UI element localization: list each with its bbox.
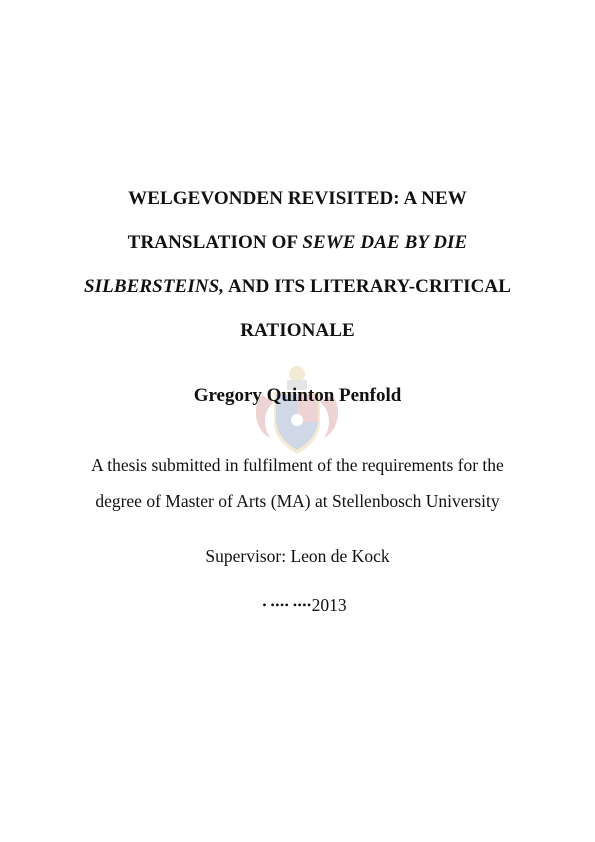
title-line-1: WELGEVONDEN REVISITED: A NEW — [128, 188, 467, 209]
date-year: 2013 — [311, 595, 347, 615]
date-masked: • •••• •••• — [262, 598, 312, 612]
title-line-2-italic: SEWE DAE BY DIE — [302, 232, 468, 253]
thesis-title — [40, 177, 555, 353]
title-line-2 — [40, 221, 555, 265]
supervisor: Supervisor: Leon de Kock — [205, 546, 390, 566]
title-line-2-prefix: TRANSLATION OF — [127, 232, 303, 253]
thesis-statement-line-1: A thesis submitted in fulfilment of the requirements for the — [91, 455, 504, 475]
title-line-4: RATIONALE — [240, 320, 355, 341]
university-crest-icon — [252, 360, 342, 460]
thesis-statement — [30, 447, 565, 519]
author-name: Gregory Quinton Penfold — [193, 385, 402, 406]
thesis-statement-line-2: degree of Master of Arts (MA) at Stellenbosch University — [95, 491, 500, 511]
title-line-3-italic: SILBERSTEINS, — [83, 276, 225, 297]
title-line-3 — [40, 265, 555, 309]
submission-date — [40, 591, 555, 619]
title-line-3-suffix: AND ITS LITERARY-CRITICAL — [224, 276, 511, 297]
